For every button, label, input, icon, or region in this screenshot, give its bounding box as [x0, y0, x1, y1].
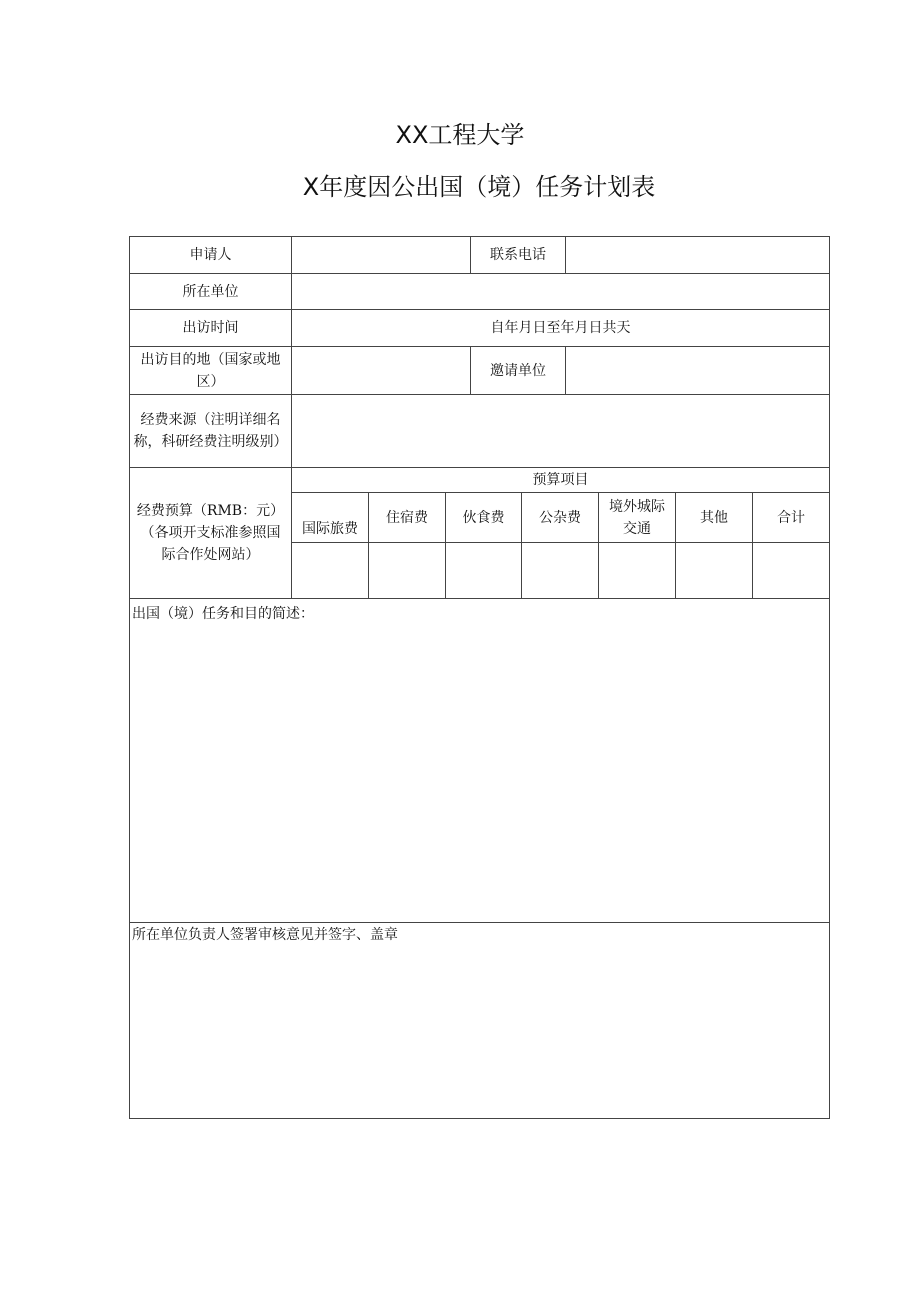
visit-time-label: 出访时间: [182, 320, 239, 336]
applicant-label: 申请人: [189, 247, 232, 263]
budget-col-international-travel: 国际旅费: [302, 521, 358, 537]
visit-time-field[interactable]: 自年月日至年月日共天: [490, 320, 631, 336]
unit-field[interactable]: [292, 274, 829, 309]
phone-label: 联系电话: [490, 247, 546, 263]
destination-field[interactable]: [292, 347, 470, 394]
budget-col-intercity-transport: 境外城际交通: [609, 498, 665, 537]
budget-lodging-field[interactable]: [369, 543, 445, 598]
application-form: [129, 236, 830, 1119]
phone-field[interactable]: [566, 237, 829, 273]
purpose-field[interactable]: [130, 629, 829, 922]
purpose-label: 出国（境）任务和目的简述：: [132, 606, 314, 622]
applicant-field[interactable]: [292, 237, 470, 273]
fund-source-field[interactable]: [292, 395, 829, 467]
fund-source-label: 经费来源（注明详细名称，科研经费注明级别）: [133, 412, 288, 450]
form-title: X年度因公出国（境）任务计划表: [302, 173, 656, 201]
budget-other-field[interactable]: [676, 543, 752, 598]
budget-miscellaneous-field[interactable]: [522, 543, 598, 598]
budget-total-field[interactable]: [753, 543, 829, 598]
budget-international-travel-field[interactable]: [292, 543, 368, 598]
budget-col-lodging: 住宿费: [386, 509, 428, 526]
approval-field[interactable]: [130, 947, 829, 1118]
budget-intercity-transport-field[interactable]: [599, 543, 675, 598]
budget-meals-field[interactable]: [446, 543, 521, 598]
inviter-label: 邀请单位: [490, 362, 546, 379]
budget-items-header: 预算项目: [532, 472, 589, 488]
budget-col-other: 其他: [700, 509, 728, 526]
budget-label: 经费预算（RMB：元）（各项开支标准参照国际合作处网站）: [136, 503, 285, 563]
budget-col-miscellaneous: 公杂费: [539, 509, 581, 526]
page-title: XX工程大学: [395, 121, 525, 149]
budget-col-meals: 伙食费: [462, 509, 505, 526]
destination-label: 出访目的地（国家或地区）: [140, 351, 281, 390]
unit-label: 所在单位: [182, 283, 239, 300]
inviter-field[interactable]: [566, 347, 829, 394]
budget-col-total: 合计: [777, 509, 805, 526]
approval-label: 所在单位负责人签署审核意见并签字、盖章: [132, 927, 398, 943]
